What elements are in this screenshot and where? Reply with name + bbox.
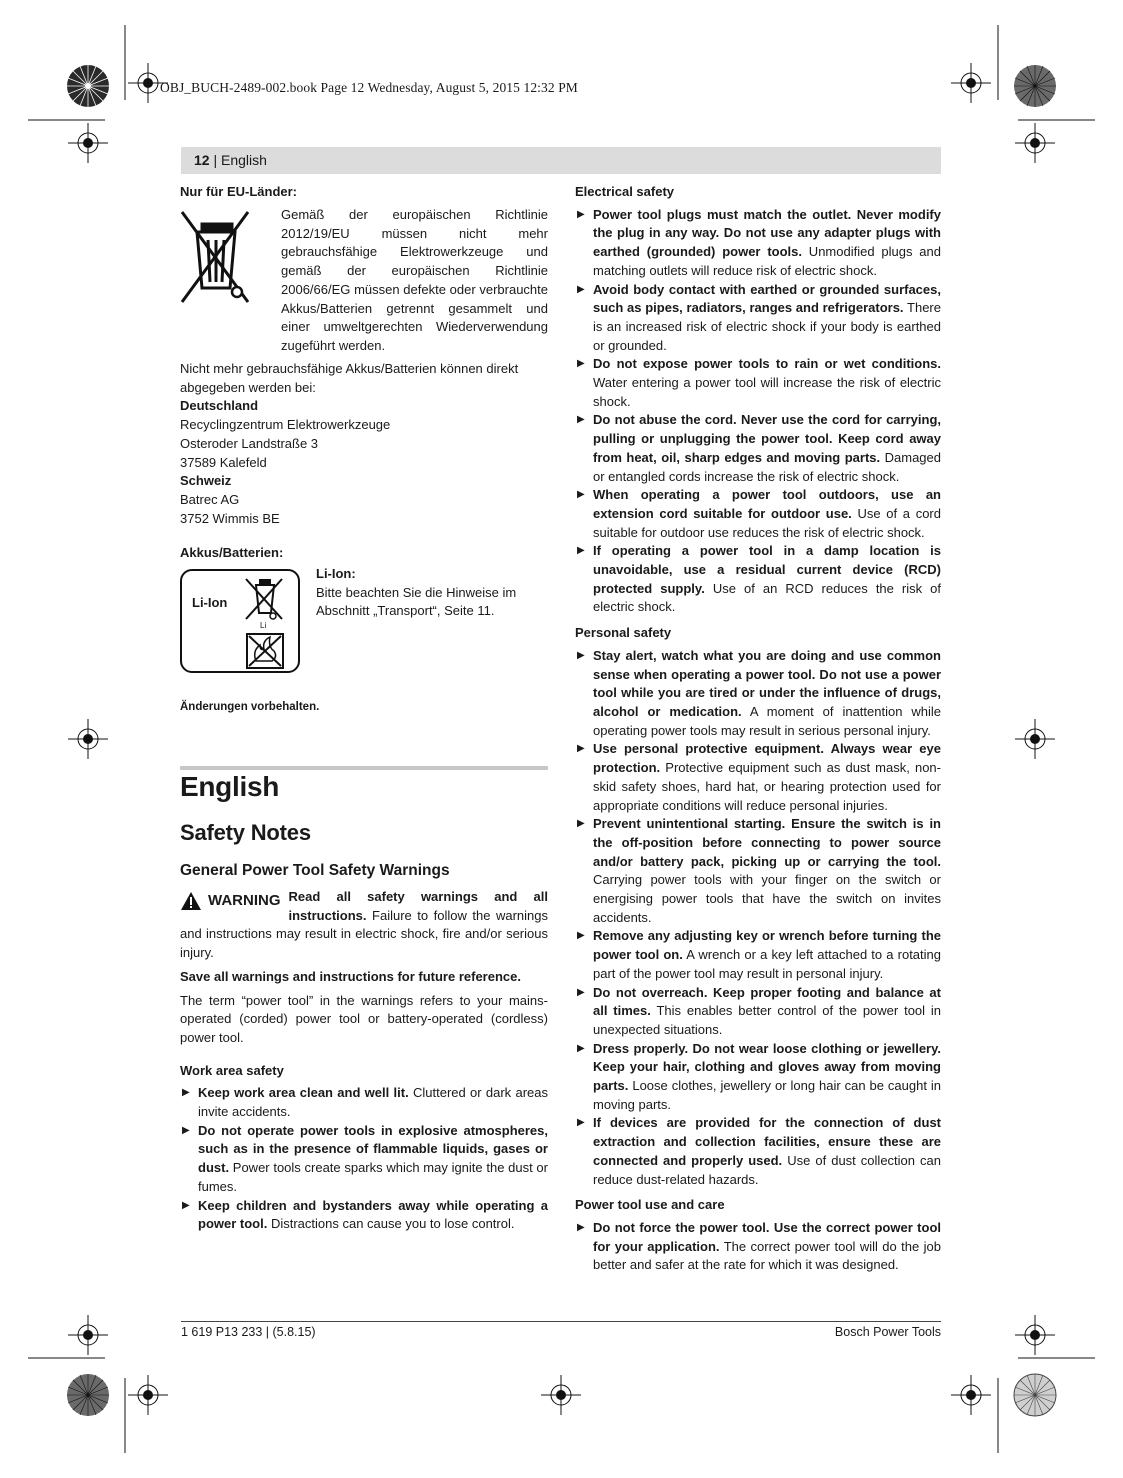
work-area-heading: Work area safety — [180, 1062, 284, 1078]
color-bar-wheel-icon — [1013, 64, 1057, 108]
crossed-out-wheelie-bin-icon — [180, 210, 250, 305]
running-header-bar — [181, 147, 941, 174]
warning-triangle-icon — [180, 891, 202, 911]
list-item: ▶ Do not expose power tools to rain or wet conditions. Water entering a power tool will increase the risk of electric shock. — [575, 355, 941, 411]
li-ion-label: Li-Ion — [192, 595, 228, 610]
li-ion-text: Bitte beachten Sie die Hinweise im Abschnitt „Transport“, Seite 11. — [316, 584, 517, 619]
work-area-list — [180, 1084, 548, 1234]
personal-list — [575, 647, 941, 1189]
li-ion-heading: Li-Ion: — [316, 566, 356, 581]
list-item: ▶ Keep work area clean and well lit. Cluttered or dark areas invite accidents. — [180, 1084, 548, 1121]
english-section — [180, 769, 548, 1234]
registration-mark-icon — [951, 1375, 991, 1415]
warning-paragraph — [180, 888, 548, 963]
li-ion-recycling-box — [180, 569, 300, 673]
power-tool-term: The term “power tool” in the warnings refers to your mains-operated (corded) power tool or battery-operated (cordless) power tool. — [180, 992, 548, 1045]
print-slug: OBJ_BUCH-2489-002.book Page 12 Wednesday, August 5, 2015 12:32 PM — [160, 80, 578, 95]
akku-heading-wrap — [180, 544, 548, 563]
list-item: ▶ If devices are provided for the connection of dust extraction and collection facilities, ensure these are connected and properly used. Use of dust collection can reduce dust-related hazards. — [575, 1114, 941, 1189]
eu-directive-text: Gemäß der europäischen Richtlinie 2012/19/EU müssen nicht mehr gebrauchsfähige Elektrowerkzeuge und gemäß der europäischen Richtlinie 2006/66/EG müssen defekte oder verbrauchte Akkus/Batterien getrennt gesammelt und einer umweltgerechten Wiederverwendung zugeführt werden. — [281, 207, 548, 353]
registration-mark-icon — [68, 123, 108, 163]
li-ion-note — [316, 565, 548, 621]
running-header — [194, 152, 267, 168]
page-number: 12 — [194, 152, 210, 168]
safety-notes-title: Safety Notes — [180, 820, 311, 845]
akku-heading: Akkus/Batterien: — [180, 545, 284, 560]
registration-mark-icon — [951, 63, 991, 103]
germany-line-3: 37589 Kalefeld — [180, 454, 267, 470]
registration-mark-icon — [128, 1375, 168, 1415]
save-all-instructions: Save all warnings and instructions for future reference. — [180, 968, 521, 984]
list-item: ▶ Prevent unintentional starting. Ensure the switch is in the off-position before connecting to power source and/or battery pack, picking up or carrying the tool. Carrying power tools with your finger on the switch or energising power tools that have the switch on invites accidents. — [575, 815, 941, 927]
germany-line-1: Recyclingzentrum Elektrowerkzeuge — [180, 417, 391, 433]
right-column — [575, 183, 941, 1275]
general-warnings-title: General Power Tool Safety Warnings — [180, 862, 450, 879]
color-bar-wheel-icon — [66, 1373, 110, 1417]
eu-heading: Nur für EU-Länder: — [180, 184, 297, 199]
registration-mark-icon — [68, 1315, 108, 1355]
footer-right: Bosch Power Tools — [834, 1325, 941, 1339]
germany-heading: Deutschland — [180, 398, 259, 414]
list-item: ▶ Do not abuse the cord. Never use the cord for carrying, pulling or unplugging the power tool. Keep cord away from heat, oil, sharp edges and moving parts. Damaged or entangled cords increase the risk of electric shock. — [575, 411, 941, 486]
color-bar-wheel-icon — [1013, 1373, 1057, 1417]
registration-mark-icon — [1015, 123, 1055, 163]
color-bar-wheel-icon — [66, 64, 110, 108]
switzerland-line-2: 3752 Wimmis BE — [180, 510, 280, 526]
list-item: ▶ Stay alert, watch what you are doing and use common sense when operating a power tool. Do not use a power tool while you are tired or under the influence of drugs, alcohol or medication. A moment of inattention while operating power tools may result in serious personal injury. — [575, 647, 941, 741]
list-item: ▶ Avoid body contact with earthed or grounded surfaces, such as pipes, radiators, ranges and refrigerators. There is an increased risk of electric shock if your body is earthed or grounded. — [575, 281, 941, 356]
header-language: English — [221, 152, 267, 168]
list-item: ▶ Use personal protective equipment. Always wear eye protection. Protective equipment such as dust mask, non-skid safety shoes, hard hat, or hearing protection used for appropriate conditions will reduce personal injuries. — [575, 740, 941, 815]
use-care-list — [575, 1219, 941, 1275]
changes-reserved-wrap — [180, 698, 548, 717]
list-item: ▶ Do not overreach. Keep proper footing and balance at all times. This enables better control of the power tool in unexpected situations. — [575, 984, 941, 1040]
crossed-battery-bin-icon — [244, 577, 284, 623]
list-item: ▶ Keep children and bystanders away while operating a power tool. Distractions can cause you to lose control. — [180, 1197, 548, 1234]
eu-section — [180, 183, 548, 202]
footer-left: 1 619 P13 233 | (5.8.15) — [181, 1325, 316, 1339]
electrical-list — [575, 206, 941, 617]
germany-line-2: Osteroder Landstraße 3 — [180, 435, 319, 451]
header-separator: | — [209, 152, 221, 168]
changes-reserved: Änderungen vorbehalten. — [180, 701, 320, 713]
li-small-label: Li — [260, 621, 267, 630]
switzerland-line-1: Batrec AG — [180, 491, 240, 507]
list-item: ▶ When operating a power tool outdoors, use an extension cord suitable for outdoor use. Use of a cord suitable for outdoor use reduces the risk of electric shock. — [575, 486, 941, 542]
return-section — [180, 360, 548, 528]
registration-mark-icon — [1015, 719, 1055, 759]
list-item: ▶ Do not operate power tools in explosive atmospheres, such as in the presence of flammable liquids, gases or dust. Power tools create sparks which may ignite the dust or fumes. — [180, 1122, 548, 1197]
list-item: ▶ Dress properly. Do not wear loose clothing or jewellery. Keep your hair, clothing and gloves away from moving parts. Loose clothes, jewellery or long hair can be caught in moving parts. — [575, 1040, 941, 1115]
warning-badge — [180, 891, 281, 911]
return-text: Nicht mehr gebrauchsfähige Akkus/Batterien können direkt abgegeben werden bei: — [180, 361, 519, 395]
list-item: ▶ Do not force the power tool. Use the correct power tool for your application. The correct power tool will do the job better and safer at the rate for which it was designed. — [575, 1219, 941, 1275]
registration-mark-icon — [68, 719, 108, 759]
footer-rule — [181, 1321, 941, 1322]
warning-text: Failure to follow the warnings and instructions may result in electric shock, fire and/or serious injury. — [180, 907, 548, 961]
list-item: ▶ If operating a power tool in a damp location is unavoidable, use a residual current device (RCD) protected supply. Use of an RCD reduces the risk of electric shock. — [575, 542, 941, 617]
no-fire-battery-icon — [246, 633, 284, 669]
electrical-heading: Electrical safety — [575, 184, 675, 199]
warning-bold: Read all safety warnings and all instructions. — [288, 889, 548, 923]
use-care-heading: Power tool use and care — [575, 1197, 725, 1213]
switzerland-heading: Schweiz — [180, 473, 232, 489]
english-title: English — [180, 771, 280, 802]
registration-mark-icon — [1015, 1315, 1055, 1355]
list-item: ▶ Power tool plugs must match the outlet. Never modify the plug in any way. Do not use any adapter plugs with earthed (grounded) power tools. Unmodified plugs and matching outlets will reduce risk of electric shock. — [575, 206, 941, 281]
personal-heading: Personal safety — [575, 625, 672, 641]
list-item: ▶ Remove any adjusting key or wrench before turning the power tool on. A wrench or a key left attached to a rotating part of the power tool may result in personal injury. — [575, 927, 941, 983]
warning-label: WARNING — [208, 891, 281, 909]
registration-mark-icon — [541, 1375, 581, 1415]
